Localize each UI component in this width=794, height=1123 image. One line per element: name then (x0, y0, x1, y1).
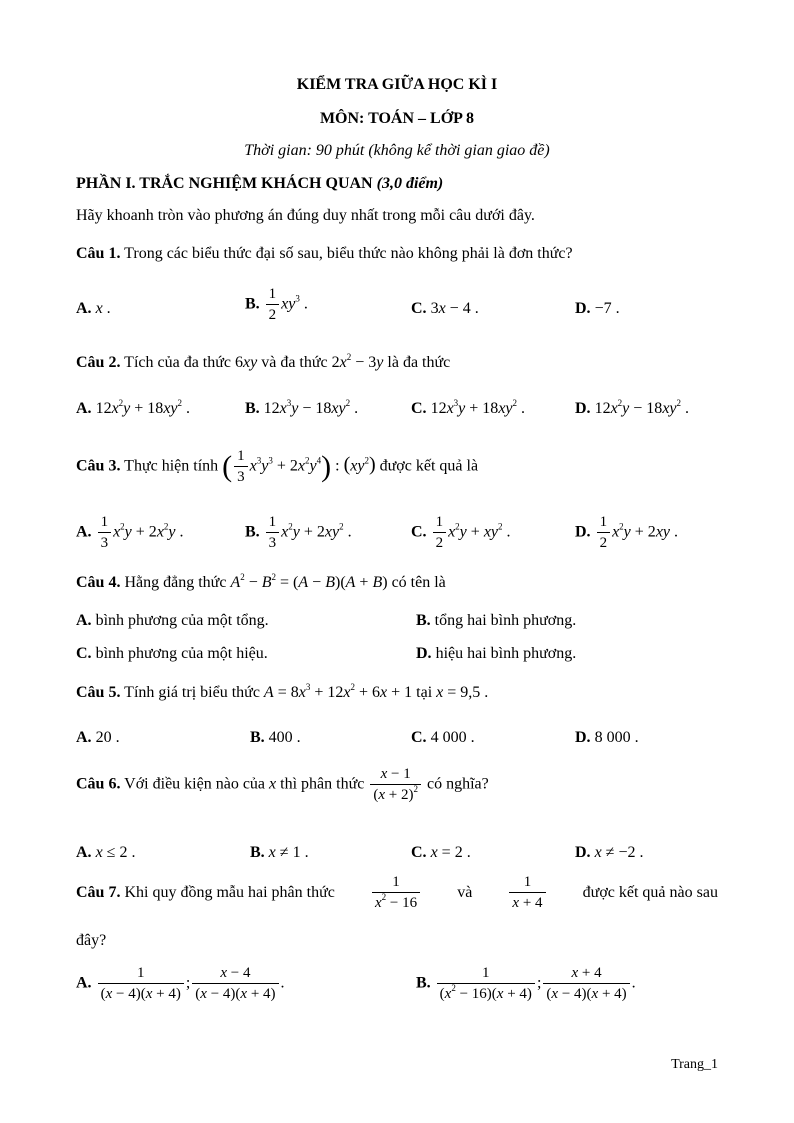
question-text: Tích của đa thức (120, 354, 236, 371)
question-label: Câu 6. (76, 775, 121, 793)
question-text: Với điều kiện nào của (120, 775, 270, 793)
q1-option-a[interactable]: A. x . (76, 300, 111, 317)
question-label: Câu 1. (76, 245, 121, 262)
option-letter: D. (416, 645, 432, 662)
q5-option-a[interactable]: A. 20 . (76, 729, 120, 746)
question-text: Khi quy đồng mẫu hai phân thức (120, 884, 335, 901)
q5-option-d[interactable]: D. 8 000 . (575, 729, 639, 746)
option-letter: A. (76, 300, 92, 317)
option-letter: B. (245, 295, 260, 313)
q2-option-a[interactable]: A. $12x^2y + 18xy^2$ . (76, 398, 191, 417)
question-text: thì phân thức (276, 775, 369, 793)
option-text: bình phương của một hiệu. (95, 645, 268, 662)
q4-option-c[interactable] (76, 645, 268, 663)
q1-option-d[interactable]: D. −7 . (575, 300, 620, 317)
q1-option-c[interactable]: C. 3x − 4 . (411, 300, 479, 317)
option-letter: A. (76, 612, 92, 629)
option-letter: A. (76, 523, 92, 541)
option-letter: D. (575, 300, 591, 317)
option-letter: B. (416, 612, 431, 629)
question-label: Câu 7. (76, 884, 121, 901)
q2-option-c[interactable]: C. $12x^3y + 18xy^2$ . (411, 398, 526, 417)
question-text: tại (412, 684, 437, 701)
question-text: được kết quả là (375, 457, 479, 475)
question-label: Câu 2. (76, 354, 121, 371)
q4-option-b[interactable] (416, 612, 576, 630)
option-text: 400 (268, 729, 293, 746)
question-text: có nghĩa? (423, 775, 489, 793)
option-letter: A. (76, 400, 92, 417)
option-text: bình phương của một tổng. (95, 612, 269, 629)
option-text: 20 (95, 729, 112, 746)
question-text: được kết quả nào sau (582, 884, 718, 901)
question-label: Câu 4. (76, 574, 121, 591)
question-label: Câu 3. (76, 457, 121, 475)
option-letter: A. (76, 974, 92, 992)
part1-instruction: Hãy khoanh tròn vào phương án đúng duy nhất trong mỗi câu dưới đây. (76, 207, 535, 224)
exam-time: Thời gian: 90 phút (không kể thời gian giao đề) (244, 142, 550, 159)
question-text: Thực hiện tính (120, 457, 223, 475)
q3-option-d[interactable]: D. $\frac{1}{2}$ $x^2y + 2xy$ . (575, 514, 679, 551)
question-text: Hằng đẳng thức (120, 574, 231, 591)
option-letter: D. (575, 523, 591, 541)
option-letter: C. (76, 645, 92, 662)
q7-option-b[interactable]: B. $\frac{1}{(x^2 - 16)(x + 4)}$ ; $\frac{x + 4}{(x - 4)(x + 4)}$ . (416, 965, 636, 1002)
q5-option-b[interactable]: B. 400 . (250, 729, 301, 746)
question-7-cont: đây? (76, 932, 107, 949)
q1-option-b[interactable]: B. $\frac{1}{2}$ $xy^3$ . (245, 286, 308, 323)
question-text: Trong các biểu thức đại số sau, biểu thức nào không phải là đơn thức? (120, 245, 573, 262)
option-letter: A. (76, 729, 92, 746)
question-text: và (457, 884, 473, 901)
question-3: Câu 3. Thực hiện tính ( $\frac{1}{3}$ $x^3y^3 + 2x^2y^4$) : $(xy^2)$ được kết quả là (76, 448, 479, 485)
question-5: Câu 5. Tính giá trị biểu thức $A = 8x^3 + 12x^2 + 6x + 1$ tại x = 9,5 . (76, 682, 489, 701)
q4-option-a[interactable] (76, 612, 269, 630)
q3-option-a[interactable]: A. $\frac{1}{3}$ $x^2y + 2x^2y$ . (76, 514, 184, 551)
q2-option-b[interactable]: B. $12x^3y - 18xy^2$ . (245, 398, 359, 417)
q5-option-c[interactable]: C. 4 000 . (411, 729, 475, 746)
q3-option-c[interactable]: C. $\frac{1}{2}$ $x^2y + xy^2$ . (411, 514, 511, 551)
q6-option-b[interactable]: B. x ≠ 1 . (250, 844, 309, 861)
option-text: 4 000 (430, 729, 467, 746)
exam-title: KIỂM TRA GIỮA HỌC KÌ I (296, 76, 498, 93)
q3-option-b[interactable]: B. $\frac{1}{3}$ $x^2y + 2xy^2$ . (245, 514, 352, 551)
q2-option-d[interactable]: D. $12x^2y - 18xy^2$ . (575, 398, 690, 417)
option-letter: B. (250, 844, 265, 861)
option-letter: C. (411, 729, 427, 746)
option-letter: C. (411, 300, 427, 317)
question-7: Câu 7. Khi quy đồng mẫu hai phân thức $\frac{1}{x^2 - 16}$ và $\frac{1}{x + 4}$ được kết quả nào sau (76, 874, 718, 911)
part1-points: (3,0 điểm) (376, 175, 444, 192)
question-text: Tính giá trị biểu thức (120, 684, 264, 701)
part1-title: PHẦN I. TRẮC NGHIỆM KHÁCH QUAN (76, 175, 377, 192)
option-text: 8 000 (594, 729, 631, 746)
option-text: hiệu hai bình phương. (435, 645, 577, 662)
option-letter: D. (575, 844, 591, 861)
question-1 (76, 245, 573, 263)
option-letter: A. (76, 844, 92, 861)
option-letter: C. (411, 523, 427, 541)
option-letter: C. (411, 844, 427, 861)
q7-option-a[interactable]: A. $\frac{1}{(x - 4)(x + 4)}$ ; $\frac{x - 4}{(x - 4)(x + 4)}$ . (76, 965, 285, 1002)
option-letter: D. (575, 729, 591, 746)
question-4: Câu 4. Hằng đẳng thức $A^2 - B^2 = (A - B)(A + B)$ có tên là (76, 572, 446, 591)
option-letter: B. (245, 400, 260, 417)
question-text: là đa thức (383, 354, 451, 371)
q6-option-d[interactable]: D. x ≠ −2 . (575, 844, 644, 861)
option-letter: B. (416, 974, 431, 992)
part1-heading (76, 175, 443, 193)
exam-subject: MÔN: TOÁN – LỚP 8 (319, 110, 475, 127)
question-text: có tên là (387, 574, 446, 591)
question-label: Câu 5. (76, 684, 121, 701)
q6-option-a[interactable]: A. x ≤ 2 . (76, 844, 136, 861)
option-letter: B. (250, 729, 265, 746)
page-number: Trang_1 (671, 1057, 718, 1072)
question-6: Câu 6. Với điều kiện nào của x thì phân thức $\frac{x - 1}{(x + 2)^2}$ có nghĩa? (76, 766, 489, 803)
q6-option-c[interactable]: C. x = 2 . (411, 844, 471, 861)
question-2: Câu 2. Tích của đa thức 6xy và đa thức $2x^2 - 3y$ là đa thức (76, 352, 451, 371)
option-letter: D. (575, 400, 591, 417)
question-text: và đa thức (257, 354, 332, 371)
option-letter: C. (411, 400, 427, 417)
option-text: tổng hai bình phương. (434, 612, 577, 629)
q4-option-d[interactable] (416, 645, 576, 663)
option-letter: B. (245, 523, 260, 541)
